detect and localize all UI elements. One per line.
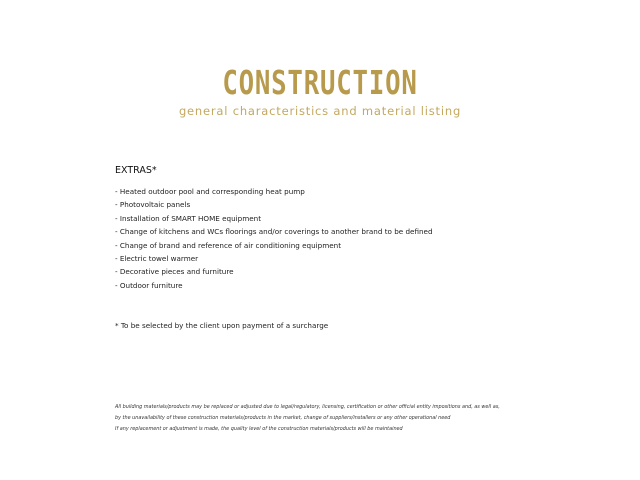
disclaimer	[115, 402, 500, 434]
list-item: - Electric towel warmer	[115, 252, 433, 265]
extras-list	[115, 185, 433, 292]
list-item: - Decorative pieces and furniture	[115, 265, 433, 278]
surcharge-footnote: * To be selected by the client upon payment of a surcharge	[115, 321, 329, 330]
list-item: - Heated outdoor pool and corresponding heat pump	[115, 185, 433, 198]
list-item: - Change of kitchens and WCs floorings and/or coverings to another brand to be defined	[115, 225, 433, 238]
list-item: - Change of brand and reference of air conditioning equipment	[115, 239, 433, 252]
page-subtitle: general characteristics and material listing	[178, 104, 462, 118]
list-item: - Photovoltaic panels	[115, 198, 433, 211]
list-item: - Installation of SMART HOME equipment	[115, 212, 433, 225]
extras-heading: EXTRAS*	[115, 165, 157, 176]
page-title: CONSTRUCTION	[222, 63, 418, 102]
disclaimer-line: All building materials/products may be replaced or adjusted due to legal/regulatory, licensing, certification or other official entity impositions and, as well as,	[115, 404, 500, 410]
disclaimer-line: by the unavailability of these construction materials/products in the market, change of suppliers/installers or any other operational need	[115, 414, 451, 421]
list-item: - Outdoor furniture	[115, 279, 433, 292]
disclaimer-line: If any replacement or adjustment is made, the quality level of the construction materials/products will be maintained	[115, 425, 403, 432]
